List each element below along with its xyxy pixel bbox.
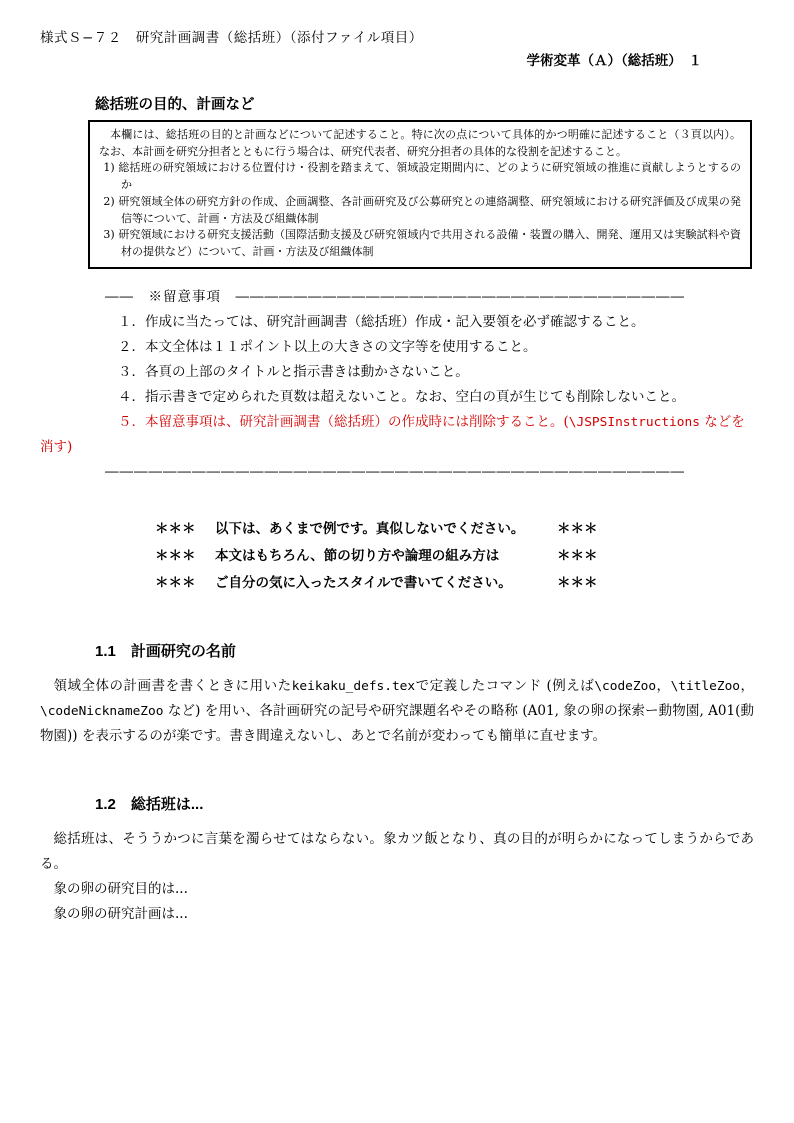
- stars-left: ＊＊＊: [155, 574, 196, 590]
- example-line-1: [155, 515, 754, 542]
- notes-rule-top: ―― ※留意事項 ―――――――――――――――――――――――――――――――: [105, 288, 685, 305]
- instruction-item-3: 3) 研究領域における研究支援活動（国際活動支援及び研究領域内で共用される設備・装置の購入、開発、運用又は実験試料や資材の提供など）について、計画・方法及び組織体制: [103, 228, 741, 259]
- page-header-right: 学術変革（Ａ）（総括班） １: [526, 53, 702, 68]
- subsection-1-2-heading: 1.2 総括班は...: [95, 795, 204, 813]
- note-item-3: ３．各頁の上部のタイトルと指示書きは動かさないこと。: [118, 363, 469, 380]
- research-plan-line: 象の卵の研究計画は...: [53, 905, 188, 922]
- research-purpose-line: 象の卵の研究目的は...: [53, 880, 188, 897]
- example-disclaimer: [155, 515, 754, 596]
- stars-right: ＊＊＊: [557, 520, 598, 536]
- instruction-box: [88, 120, 752, 269]
- notes-section: [40, 285, 754, 485]
- subsection-1-1-paragraph: 領域全体の計画書を書くときに用いたkeikaku_defs.texで定義したコマンド (例えば\codeZoo，\titleZoo， \codeNicknameZoo など) を用い、各計画研究の記号や研究課題名やその略称 (A01, 象の卵の探索ー動物園, A01(動物園)) を表示するのが楽です。書き間違えないし、あとで名前が変わっても簡単に直せます。: [40, 677, 755, 744]
- section-heading: 総括班の目的、計画など: [95, 97, 255, 113]
- note-item-5-red: ５．本留意事項は、研究計画調書（総括班）の作成時には削除すること。(\JSPSInstructions などを消す): [40, 413, 745, 455]
- stars-right: ＊＊＊: [557, 547, 598, 563]
- example-line-3: [155, 569, 754, 596]
- note-item-2: ２．本文全体は１１ポイント以上の大きさの文字等を使用すること。: [118, 338, 537, 355]
- stars-left: ＊＊＊: [155, 547, 196, 563]
- form-id-header: 様式Ｓ−７２ 研究計画調書（総括班）（添付ファイル項目）: [40, 30, 423, 46]
- note-item-4: ４．指示書きで定められた頁数は超えないこと。なお、空白の頁が生じても削除しないこと。: [118, 388, 685, 405]
- instruction-intro: 本欄には、総括班の目的と計画などについて記述すること。特に次の点について具体的かつ明確に記述すること（３頁以内）。なお、本計画を研究分担者とともに行う場合は、研究代表者、研究分担者の具体的な役割を記述すること。: [99, 128, 741, 158]
- subsection-1-1-heading: 1.1 計画研究の名前: [95, 642, 236, 660]
- instruction-item-2: 2) 研究領域全体の研究方針の作成、企画調整、各計画研究及び公募研究との連絡調整、研究領域における研究評価及び成果の発信等について、計画・方法及び組織体制: [103, 194, 741, 225]
- example-text: 本文はもちろん、節の切り方や論理の組み方は: [215, 547, 500, 563]
- stars-left: ＊＊＊: [155, 520, 196, 536]
- stars-right: ＊＊＊: [557, 574, 598, 590]
- example-text: 以下は、あくまで例です。真似しないでください。: [215, 520, 525, 536]
- instruction-item-1: 1) 総括班の研究領域における位置付け・役割を踏まえて、領域設定期間内に、どのように研究領域の推進に貢献しようとするのか: [103, 161, 741, 192]
- notes-rule-bottom: ――――――――――――――――――――――――――――――――――――――――: [105, 463, 685, 480]
- note-item-1: １．作成に当たっては、研究計画調書（総括班）作成・記入要領を必ず確認すること。: [118, 313, 645, 330]
- example-line-2: [155, 542, 754, 569]
- subsection-1-2-paragraph: 総括班は、そううかつに言葉を濁らせてはならない。象カツ飯となり、真の目的が明らかになってしまうからである。: [40, 830, 754, 872]
- example-text: ご自分の気に入ったスタイルで書いてください。: [215, 574, 512, 590]
